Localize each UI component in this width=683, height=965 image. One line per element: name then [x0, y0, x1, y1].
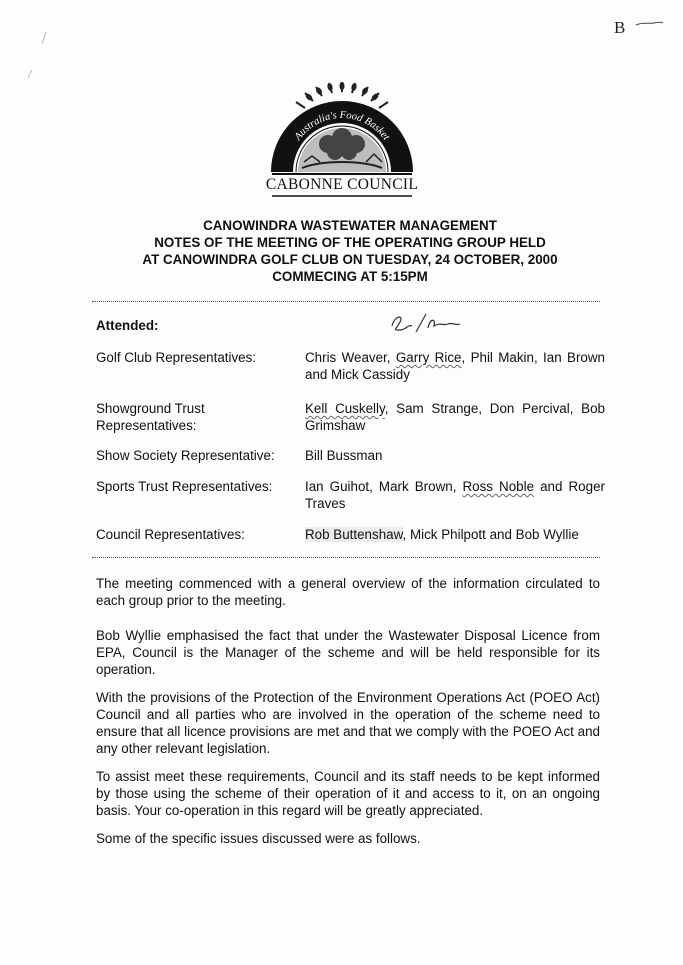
attendee-group-label: Council Representatives: — [96, 527, 245, 542]
attendee-group-label: Showground Trust Representatives: — [96, 401, 205, 433]
council-name: CABONNE COUNCIL — [265, 176, 419, 193]
attendee-name: , Mick Philpott and Bob Wyllie — [402, 527, 579, 542]
attendee-names — [305, 401, 605, 434]
attendee-name: Chris Weaver, — [305, 350, 396, 365]
attendee-names — [305, 479, 605, 512]
body-paragraph: Some of the specific issues discussed were as follows. — [96, 831, 421, 846]
council-motto: Australia's Food Basket — [292, 109, 392, 143]
body-paragraph: To assist meet these requirements, Council and its staff needs to be kept informed by those using the scheme of their operation of it and access to it, on an ongoing basis. Your co-operation in this regard will be greatly appreciated. — [96, 769, 600, 818]
handwritten-initials — [386, 308, 466, 338]
body-paragraph: Bob Wyllie emphasised the fact that under the Wastewater Disposal Licence from EPA, Council is the Manager of the scheme and will be held responsible for its operation. — [96, 628, 600, 677]
dotted-divider — [92, 557, 600, 558]
attendee-names — [305, 448, 605, 465]
attendee-name-highlighted: Rob Buttenshaw — [305, 527, 403, 542]
attendee-group-label: Show Society Representative: — [96, 448, 275, 463]
body-paragraph: With the provisions of the Protection of the Environment Operations Act (POEO Act) Council and all parties who are involved in the operation of the scheme need to ensure that all licence provisions are met and that we comply with the POEO Act and any other relevant legislation. — [96, 690, 600, 756]
attendee-name: and Roger Traves — [305, 479, 605, 511]
attendee-name: Bill Bussman — [305, 448, 383, 463]
handwritten-dash — [634, 20, 664, 28]
heading-line: NOTES OF THE MEETING OF THE OPERATING GROUP HELD — [154, 235, 546, 250]
attendee-name-underlined: Kell Cuskelly — [305, 401, 385, 416]
heading-line: CANOWINDRA WASTEWATER MANAGEMENT — [203, 218, 497, 233]
attendee-group-label: Sports Trust Representatives: — [96, 479, 273, 494]
body-paragraph: The meeting commenced with a general overview of the information circulated to each group prior to the meeting. — [96, 576, 600, 608]
attendee-name: , Sam Strange, Don Percival, Bob Grimshaw — [305, 401, 606, 433]
attended-title: Attended: — [96, 318, 159, 333]
attendee-name-underlined: Garry Rice — [395, 350, 462, 365]
attendee-names — [305, 350, 605, 383]
dotted-divider — [92, 301, 600, 302]
attendee-name-underlined: Ross Noble — [462, 479, 535, 494]
attendee-names — [305, 527, 605, 544]
attendee-group-label: Golf Club Representatives: — [96, 350, 257, 365]
handwritten-page-mark: B — [614, 18, 626, 37]
scan-speck — [24, 30, 54, 80]
document-heading — [90, 217, 610, 285]
attendee-name: , Phil Makin, Ian Brown and Mick Cassidy — [305, 350, 605, 382]
heading-line: COMMECING AT 5:15PM — [272, 269, 428, 284]
heading-line: AT CANOWINDRA GOLF CLUB ON TUESDAY, 24 OCTOBER, 2000 — [142, 252, 558, 267]
attendee-name: Ian Guihot, Mark Brown, — [305, 479, 463, 494]
